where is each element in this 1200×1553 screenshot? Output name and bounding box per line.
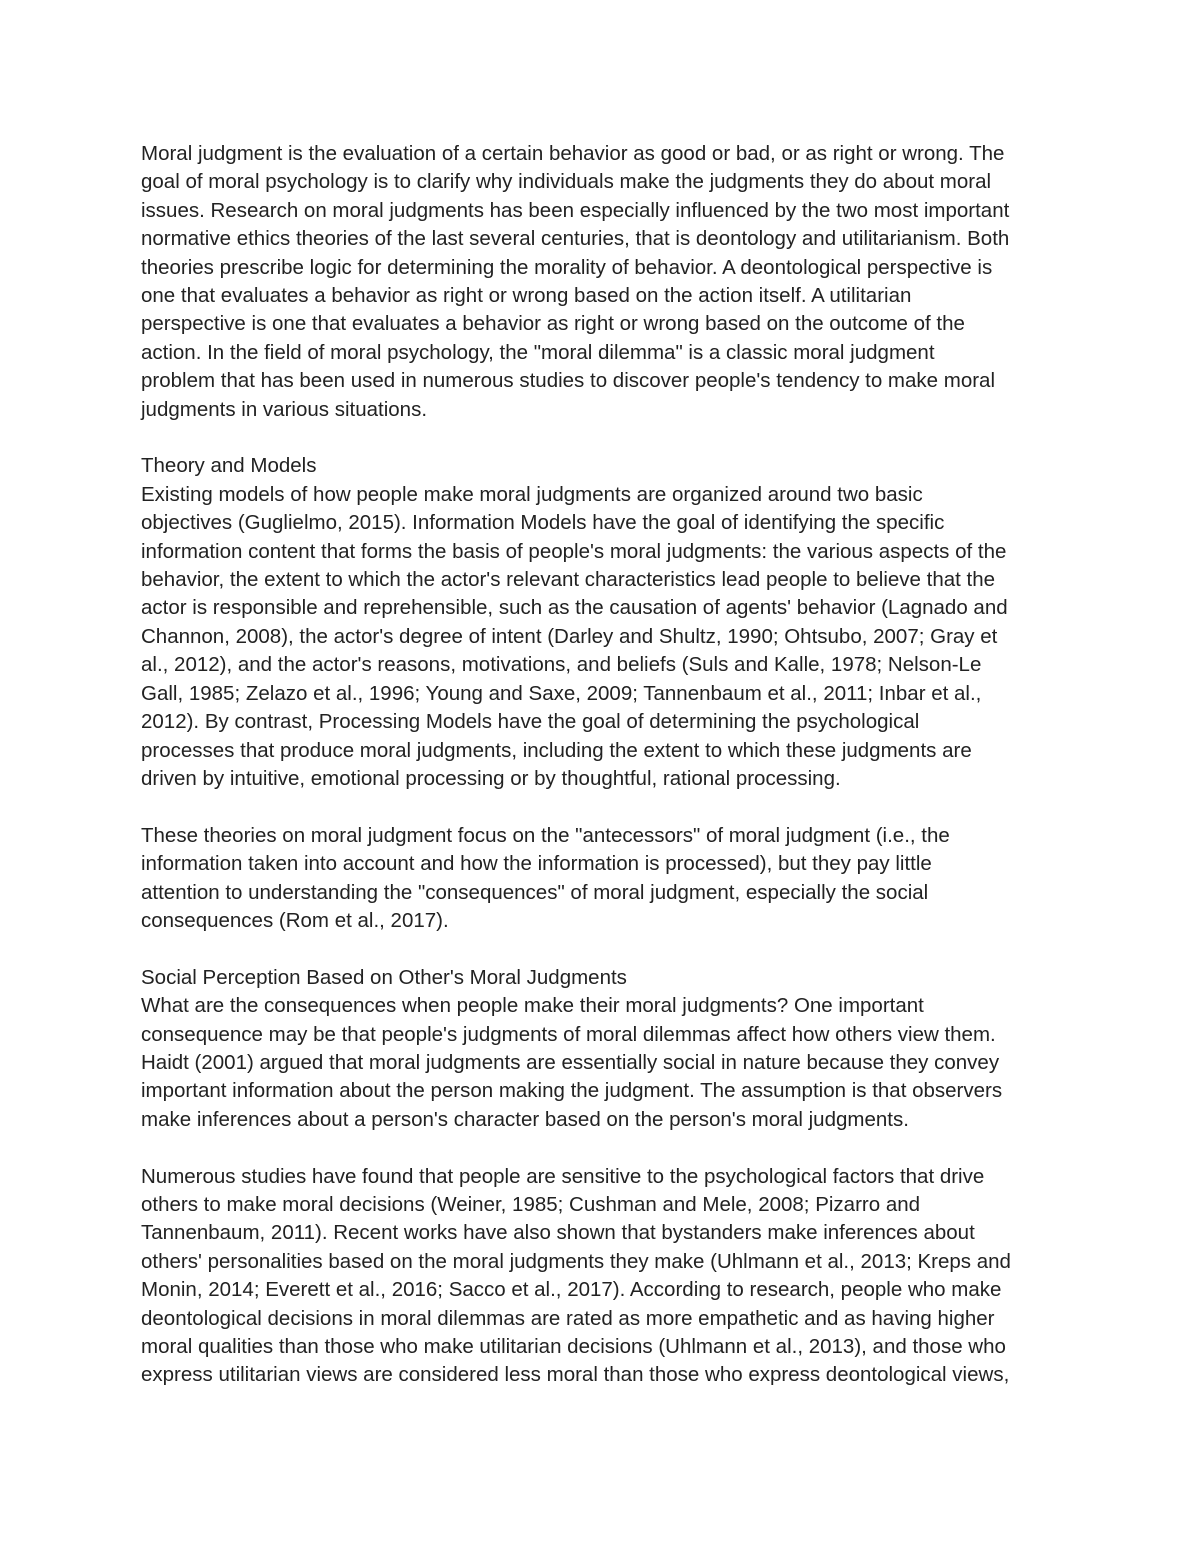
- text-line: behavior, the extent to which the actor's relevant characteristics lead people to believe that the: [141, 568, 996, 592]
- text-line: Existing models of how people make moral judgments are organized around two basic: [141, 482, 923, 506]
- document-page: [141, 140, 1061, 1418]
- text-line: theories prescribe logic for determining the morality of behavior. A deontological perspective is: [141, 255, 993, 279]
- text-line: goal of moral psychology is to clarify why individuals make the judgments they do about moral: [141, 170, 992, 194]
- text-line: driven by intuitive, emotional processing or by thoughtful, rational processing.: [141, 766, 841, 790]
- text-line: Moral judgment is the evaluation of a certain behavior as good or bad, or as right or wrong. The: [141, 142, 1005, 165]
- text-line: Tannenbaum, 2011). Recent works have also shown that bystanders make inferences about: [141, 1221, 975, 1245]
- text-line: issues. Research on moral judgments has been especially influenced by the two most important: [141, 198, 1010, 222]
- text-line: Monin, 2014; Everett et al., 2016; Sacco et al., 2017). According to research, people who make: [141, 1278, 1002, 1302]
- text-line: others to make moral decisions (Weiner, 1985; Cushman and Mele, 2008; Pizarro and: [141, 1192, 921, 1216]
- text-line: What are the consequences when people make their moral judgments? One important: [141, 994, 924, 1018]
- theory-models-section: [141, 452, 1061, 793]
- text-line: others' personalities based on the moral judgments they make (Uhlmann et al., 2013; Kreps and: [141, 1249, 1011, 1273]
- text-line: These theories on moral judgment focus on the "antecessors" of moral judgment (i.e., the: [141, 823, 950, 847]
- text-line: Numerous studies have found that people are sensitive to the psychological factors that drive: [141, 1164, 985, 1188]
- text-line: consequence may be that people's judgments of moral dilemmas affect how others view them.: [141, 1022, 996, 1046]
- text-line: express utilitarian views are considered less moral than those who express deontological views,: [141, 1363, 1010, 1387]
- text-line: consequences (Rom et al., 2017).: [141, 908, 449, 932]
- intro-paragraph: [141, 140, 1061, 424]
- antecessors-paragraph: [141, 822, 1061, 936]
- text-line: perspective is one that evaluates a behavior as right or wrong based on the outcome of the: [141, 312, 965, 336]
- text-line: action. In the field of moral psychology, the "moral dilemma" is a classic moral judgment: [141, 340, 935, 364]
- text-line: actor is responsible and reprehensible, such as the causation of agents' behavior (Lagnado and: [141, 596, 1008, 620]
- text-line: Channon, 2008), the actor's degree of intent (Darley and Shultz, 1990; Ohtsubo, 2007; Gray et: [141, 624, 998, 648]
- text-line: moral qualities than those who make utilitarian decisions (Uhlmann et al., 2013), and those who: [141, 1335, 1006, 1358]
- text-line: problem that has been used in numerous studies to discover people's tendency to make moral: [141, 369, 996, 393]
- text-line: objectives (Guglielmo, 2015). Information Models have the goal of identifying the specific: [141, 511, 945, 535]
- text-line: information taken into account and how the information is processed), but they pay little: [141, 852, 932, 876]
- text-line: attention to understanding the "consequences" of moral judgment, especially the social: [141, 880, 929, 904]
- text-line: make inferences about a person's character based on the person's moral judgments.: [141, 1107, 909, 1131]
- text-line: information content that forms the basis of people's moral judgments: the various aspects of the: [141, 539, 1007, 563]
- text-line: 2012). By contrast, Processing Models have the goal of determining the psychological: [141, 710, 920, 734]
- text-line: deontological decisions in moral dilemmas are rated as more empathetic and as having higher: [141, 1306, 995, 1330]
- text-line: processes that produce moral judgments, including the extent to which these judgments are: [141, 738, 972, 762]
- text-line: Gall, 1985; Zelazo et al., 1996; Young and Saxe, 2009; Tannenbaum et al., 2011; Inbar et al.,: [141, 681, 982, 705]
- text-line: al., 2012), and the actor's reasons, motivations, and beliefs (Suls and Kalle, 1978; Nelson-Le: [141, 653, 982, 677]
- section-heading: Theory and Models: [141, 454, 317, 478]
- studies-paragraph: [141, 1163, 1061, 1390]
- text-line: important information about the person making the judgment. The assumption is that observers: [141, 1079, 1003, 1103]
- social-perception-section: [141, 964, 1061, 1134]
- text-line: Haidt (2001) argued that moral judgments are essentially social in nature because they convey: [141, 1050, 1000, 1074]
- text-line: judgments in various situations.: [141, 397, 428, 421]
- text-line: one that evaluates a behavior as right or wrong based on the action itself. A utilitarian: [141, 284, 912, 308]
- text-line: normative ethics theories of the last several centuries, that is deontology and utilitarianism. Both: [141, 227, 1010, 251]
- section-heading: Social Perception Based on Other's Moral Judgments: [141, 965, 627, 989]
